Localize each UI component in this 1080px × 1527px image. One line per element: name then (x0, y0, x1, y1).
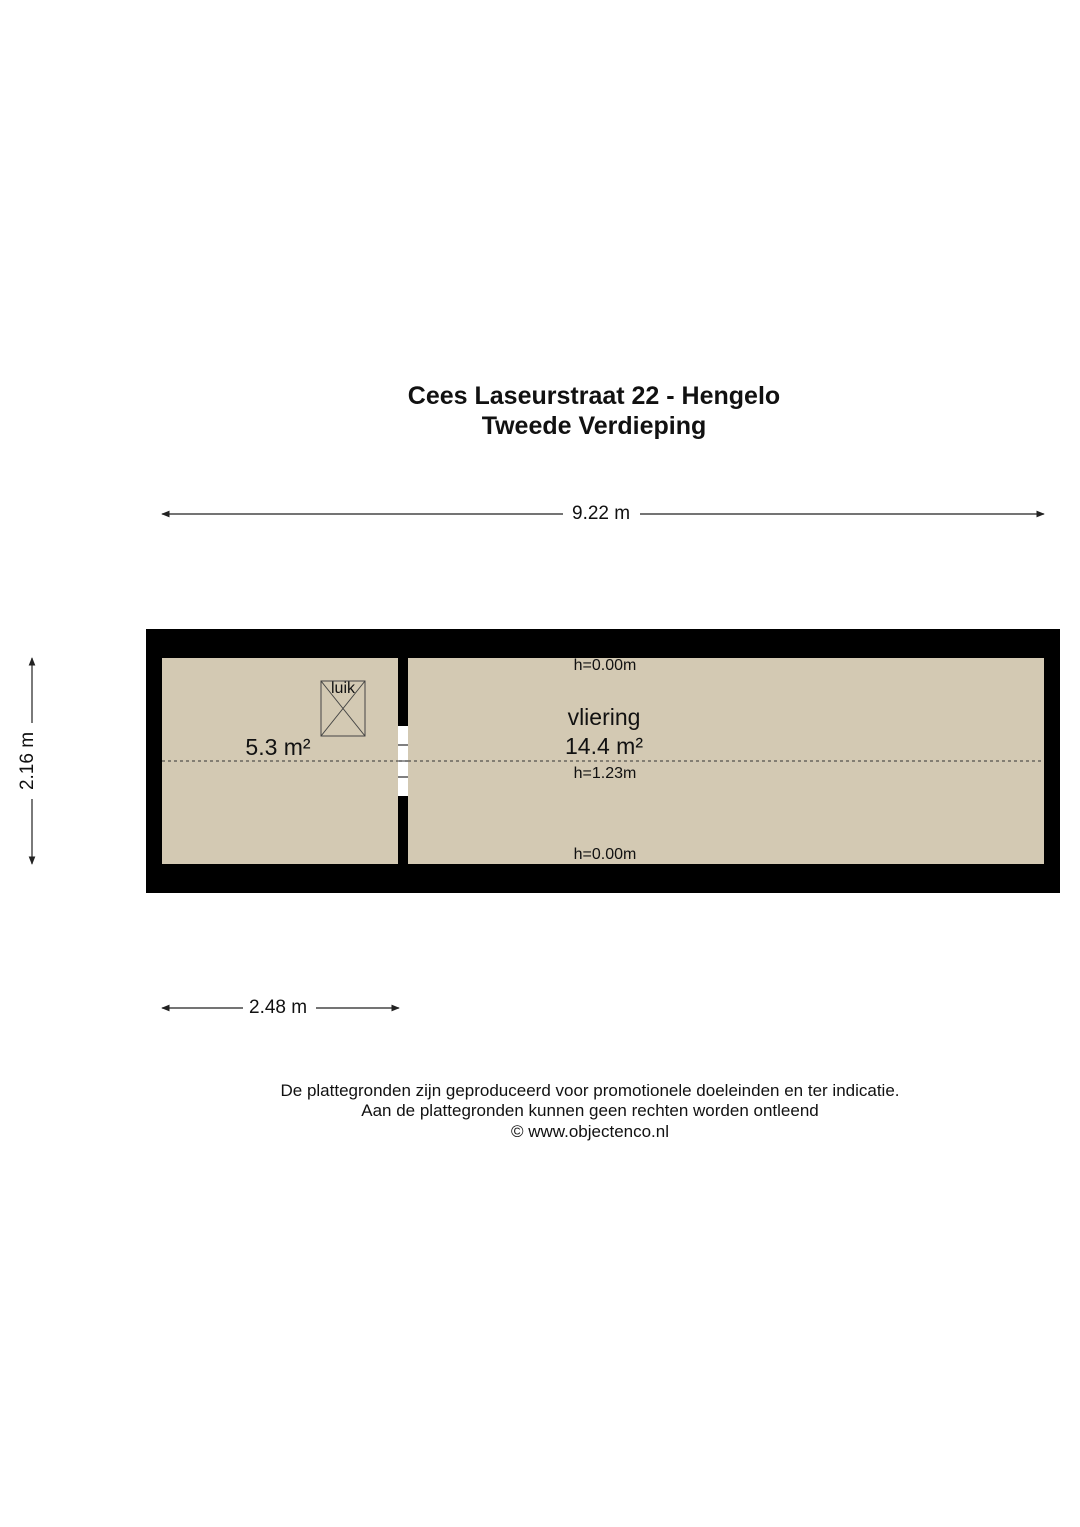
height-bottom: h=0.00m (573, 846, 637, 863)
dimension-total-height: 2.16 m (17, 723, 39, 799)
height-middle: h=1.23m (573, 765, 637, 782)
room-vliering-area: 14.4 m² (565, 733, 643, 759)
title-address: Cees Laseurstraat 22 - Hengelo (407, 382, 781, 410)
disclaimer-line-3: © www.objectenco.nl (510, 1122, 670, 1141)
room-vliering-name: vliering (567, 704, 641, 730)
room-left-area: 5.3 m² (245, 734, 311, 760)
disclaimer-line-2: Aan de plattegronden kunnen geen rechten worden ontleend (361, 1101, 819, 1120)
dimension-total-width: 9.22 m (566, 503, 636, 525)
height-top: h=0.00m (573, 657, 637, 674)
title-floor: Tweede Verdieping (481, 412, 707, 440)
dimension-left-room-width: 2.48 m (243, 997, 313, 1019)
disclaimer-line-1: De plattegronden zijn geproduceerd voor promotionele doeleinden en ter indicatie. (280, 1081, 900, 1100)
hatch-label: luik (330, 680, 355, 697)
